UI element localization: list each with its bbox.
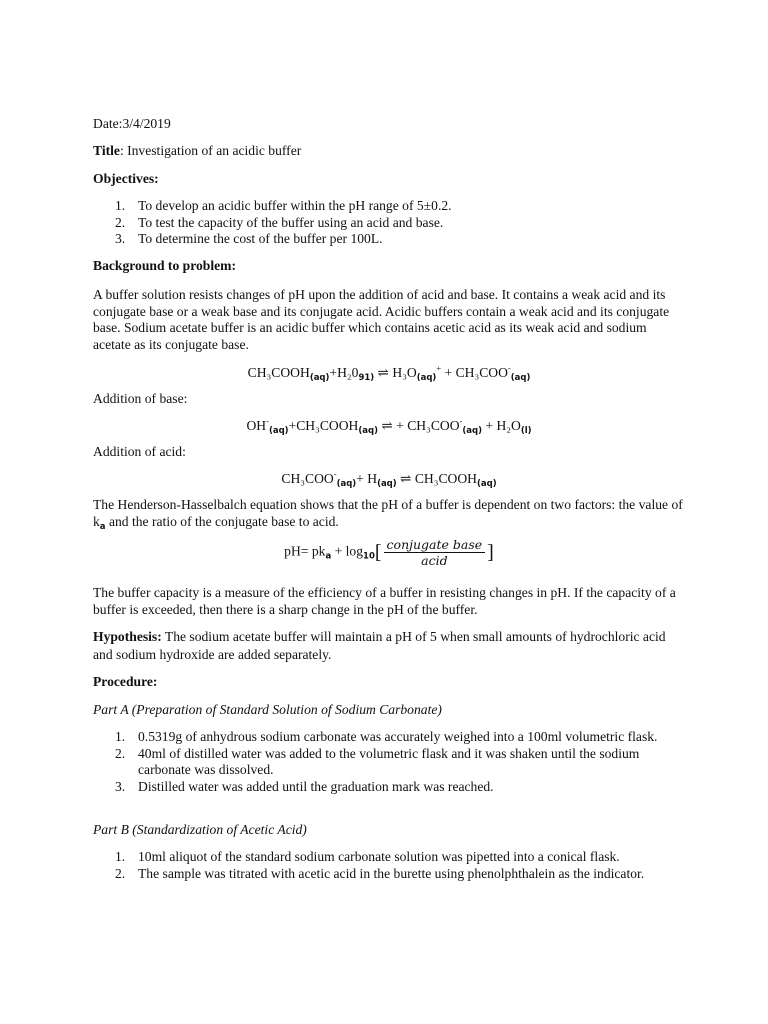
list-item: 3. Distilled water was added until the graduation mark was reached.: [115, 778, 494, 794]
part-a-steps: [93, 729, 693, 795]
list-item: 2. The sample was titrated with acetic acid in the burette using phenolphthalein as the indicator.: [115, 865, 645, 881]
addition-base-label: Addition of base:: [93, 391, 188, 406]
objectives-heading: Objectives:: [93, 171, 159, 186]
background-paragraph: A buffer solution resists changes of pH upon the addition of acid and base. It contains a weak acid and its conjugate base or a weak base and its conjugate acid. Acidic buffers contain a weak acid and its conjugate base. Sodium acetate buffer is an acidic buffer which contains acetic acid as its weak acid and sodium acetate as its conjugate base.: [93, 287, 670, 352]
henderson-equation: $pH= pk_a + \log_{10}$[ $\frac{\text{conjugate base}}{\text{acid}}$ ]: [284, 537, 494, 568]
ratio-fraction: $\frac{\text{conjugate base}}{\text{acid}}$: [384, 537, 486, 568]
part-b-steps: [93, 849, 693, 882]
hypothesis-label: Hypothesis:: [93, 629, 162, 644]
addition-acid-label: Addition of acid:: [93, 444, 186, 459]
list-item: 1. To develop an acidic buffer within the pH range of 5±0.2.: [115, 198, 452, 213]
capacity-paragraph: The buffer capacity is a measure of the efficiency of a buffer in resisting changes in pH. If the capacity of a buffer is exceeded, then there is a sharp change in the pH of the buffer.: [93, 585, 676, 617]
equation-base: $OH^-_{(aq)}+CH_3COOH_{(aq)}$ ⇌ + $CH_3COO^-_{(aq)} + H_2O_{(l)}$: [246, 416, 532, 436]
list-item: 1. 10ml aliquot of the standard sodium carbonate solution was pipetted into a conical flask.: [115, 849, 620, 864]
equation-dissociation: $CH_3COOH_{(aq)}+H_20_{91)}$ ⇌ $H_3O_{(aq)}^+ + CH_3COO^-_{(aq)}$: [247, 363, 531, 383]
list-item: 2. 40ml of distilled water was added to the volumetric flask and it was shaken until the sodium carbonate was dissolved.: [115, 745, 640, 777]
henderson-paragraph: The Henderson-Hasselbalch equation shows that the pH of a buffer is dependent on two factors: the value of $k_a$ and the ratio of the conjugate base to acid.: [93, 497, 683, 532]
objectives-list: [93, 198, 693, 248]
hypothesis-paragraph: Hypothesis: The sodium acetate buffer will maintain a pH of 5 when small amounts of hydrochloric acid and sodium hydroxide are added separately.: [93, 629, 666, 662]
title-label: Title: [93, 143, 120, 158]
part-b-heading: Part B (Standardization of Acetic Acid): [93, 822, 307, 837]
list-item: 3. To determine the cost of the buffer per 100L.: [115, 231, 383, 246]
part-a-heading: Part A (Preparation of Standard Solution of Sodium Carbonate): [93, 702, 442, 717]
equation-acid: $CH_3COO^-_{(aq)}+ H_{(aq)}$ ⇌ $CH_3COOH_{(aq)}$: [281, 469, 497, 489]
background-heading: Background to problem:: [93, 258, 237, 273]
date-line: Date:3/4/2019: [93, 116, 171, 131]
procedure-heading: Procedure:: [93, 674, 158, 689]
title-line: [93, 143, 685, 160]
title-text: : Investigation of an acidic buffer: [119, 143, 302, 158]
list-item: 2. To test the capacity of the buffer using an acid and base.: [115, 214, 444, 230]
list-item: 1. 0.5319g of anhydrous sodium carbonate was accurately weighed into a 100ml volumetric flask.: [115, 729, 658, 744]
